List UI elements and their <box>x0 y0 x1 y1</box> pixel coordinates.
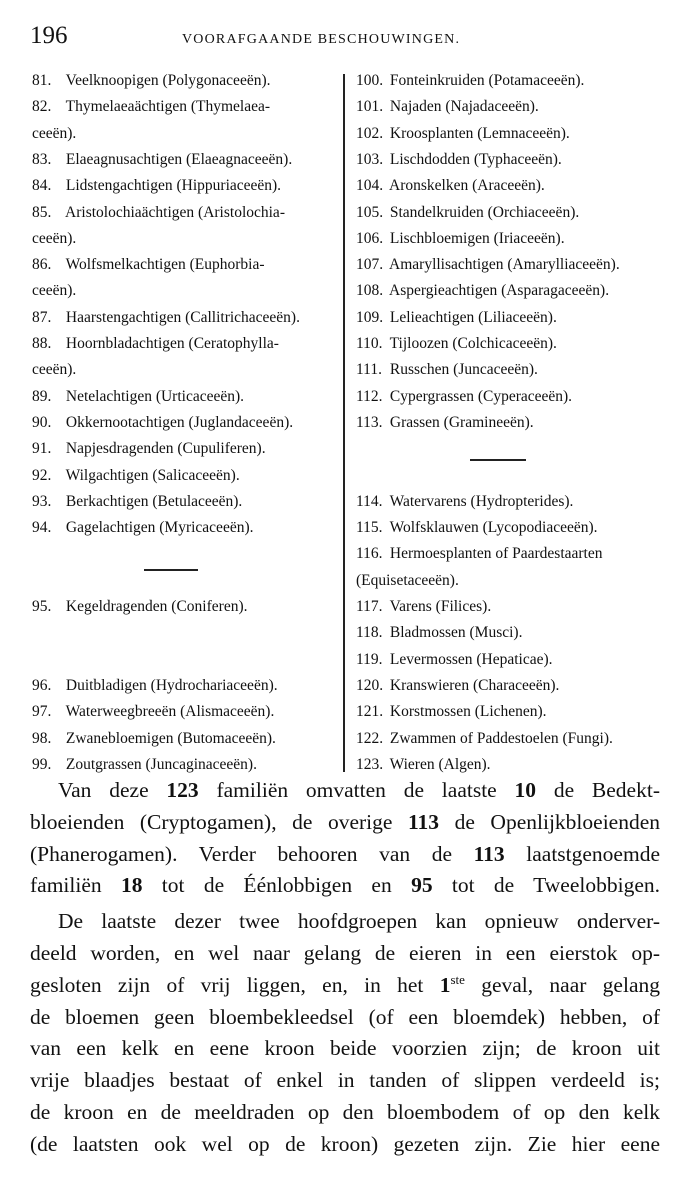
entry-number: 90. <box>32 413 52 431</box>
entry-continuation: ceeën). <box>32 282 77 300</box>
entry-text: Cypergrassen (Cyperaceeën). <box>389 387 573 405</box>
right-entry <box>356 126 570 142</box>
right-entry <box>356 73 584 89</box>
page-header <box>30 22 660 56</box>
entry-text: Wolfsklauwen (Lycopodiaceeën). <box>389 519 598 537</box>
left-entry <box>32 704 274 720</box>
right-entry <box>356 704 547 720</box>
entry-text: Zwammen of Paddestoelen (Fungi). <box>389 729 613 747</box>
entry-number: 97. <box>32 703 52 721</box>
right-entry <box>356 599 491 615</box>
right-entry <box>356 152 562 168</box>
entry-text: Gagelachtigen (Myricaceeën). <box>65 519 254 537</box>
entry-text: Waterweegbreeën (Alismaceeën). <box>65 703 275 721</box>
entry-number: 91. <box>32 440 52 458</box>
right-entry <box>356 178 545 194</box>
entry-text: Lidstengachtigen (Hippuriaceeën). <box>65 177 282 195</box>
right-entry <box>356 362 538 378</box>
entry-number: 119. <box>356 650 383 668</box>
entry-text: Veelknoopigen (Polygonaceeën). <box>65 72 271 89</box>
entry-text: Berkachtigen (Betulaceeën). <box>65 492 243 510</box>
right-entry <box>356 546 602 562</box>
right-entry <box>356 415 534 431</box>
entry-text: Lischdodden (Typhaceeën). <box>389 150 562 168</box>
entry-text: Kranswieren (Characeeën). <box>389 676 560 694</box>
section-rule-left <box>144 569 198 571</box>
entry-text: Russchen (Juncaceeën). <box>389 361 538 379</box>
entry-text: Kegeldragenden (Coniferen). <box>65 598 248 615</box>
right-entry <box>356 205 579 221</box>
entry-text: Okkernootachtigen (Juglandaceeën). <box>65 413 294 431</box>
left-entry <box>32 73 271 89</box>
entry-text: Lischbloemigen (Iriaceeën). <box>389 229 565 247</box>
right-entry <box>356 678 559 694</box>
section-rule-right <box>470 459 526 461</box>
entry-text: Hoornbladachtigen (Ceratophylla- <box>65 335 279 352</box>
left-entry <box>32 599 248 615</box>
entry-number: 116. <box>356 545 383 563</box>
left-entry <box>32 178 281 194</box>
entry-number: 111. <box>356 361 382 379</box>
entry-number: 89. <box>32 387 52 405</box>
entry-number: 109. <box>356 308 384 326</box>
left-entry <box>32 310 300 326</box>
entry-text: Levermossen (Hepaticae). <box>389 650 553 668</box>
entry-number: 110. <box>356 335 383 352</box>
entry-text: Aspergieachtigen (Asparagaceeën). <box>389 282 610 300</box>
paragraph-subdivision: De laatste dezer twee hoofdgroepen kan opnieuw onderver- deeld worden, en wel naar gelang de eieren in een eierstok op- gesloten zijn of vrij liggen, en, in het 1ste geval, naar gelang de bloemen geen bloembekleedsel (of een bloemdek) hebben, of van een kelk en eene kroon beide voorzien zijn; de kroon uit vrije blaadjes bestaat of enkel in tanden of slippen verdeeld is; de kroon en de meeldraden op den bloembodem of op den kelk (de laatsten ook wel op de kroon) gezeten zijn. Zie hier eene <box>30 909 660 1156</box>
entry-number: 95. <box>32 598 52 615</box>
entry-number: 100. <box>356 72 384 89</box>
left-entry <box>32 468 240 484</box>
left-entry <box>32 520 254 536</box>
entry-text: Wilgachtigen (Salicaceeën). <box>65 466 240 484</box>
left-entry <box>32 441 266 457</box>
entry-number: 108. <box>356 282 384 300</box>
entry-text: Lelieachtigen (Liliaceeën). <box>389 308 557 326</box>
entry-number: 96. <box>32 676 52 694</box>
entry-text: Zwanebloemigen (Butomaceeën). <box>65 729 276 747</box>
entry-number: 112. <box>356 387 383 405</box>
entry-number: 106. <box>356 229 384 247</box>
entry-text: Wolfsmelkachtigen (Euphorbia- <box>65 256 265 274</box>
entry-number: 117. <box>356 598 383 615</box>
entry-number: 81. <box>32 72 52 89</box>
entry-number: 122. <box>356 729 384 747</box>
right-entry <box>356 731 613 747</box>
entry-number: 85. <box>32 203 52 221</box>
entry-text: Korstmossen (Lichenen). <box>389 703 547 721</box>
entry-text: Netelachtigen (Urticaceeën). <box>65 387 245 405</box>
column-divider <box>343 74 345 772</box>
entry-text: Amaryllisachtigen (Amarylliaceeën). <box>389 256 620 274</box>
right-entry <box>356 494 573 510</box>
entry-text: Bladmossen (Musci). <box>389 624 523 642</box>
entry-continuation: ceeën). <box>32 361 77 379</box>
left-entry <box>32 415 293 431</box>
entry-text: Zoutgrassen (Juncaginaceeën). <box>65 755 257 773</box>
entry-text: Duitbladigen (Hydrochariaceeën). <box>65 676 278 694</box>
entry-text: Tijloozen (Colchicaceeën). <box>389 335 557 352</box>
page-number: 196 <box>30 22 68 49</box>
left-entry <box>32 205 285 221</box>
left-entry <box>32 257 265 273</box>
right-entry <box>356 389 572 405</box>
right-entry <box>356 99 539 115</box>
entry-number: 99. <box>32 755 52 773</box>
entry-number: 123. <box>356 755 384 773</box>
entry-number: 121. <box>356 703 384 721</box>
left-entry <box>32 678 278 694</box>
body-text <box>30 775 660 1161</box>
paragraph-summary: Van deze 123 familiën omvatten de laatste 10 de Bedekt- bloeienden (Cryptogamen), de overige 113 de Openlijkbloeienden (Phanerogamen). Verder behooren van de 113 laatstgenoemde familiën 18 tot de Éénlobbigen en 95 tot de Tweelobbigen. <box>30 778 661 898</box>
entry-number: 94. <box>32 519 52 537</box>
running-head: VOORAFGAANDE BESCHOUWINGEN. <box>182 32 461 47</box>
entry-number: 103. <box>356 150 384 168</box>
entry-text: Thymelaeaächtigen (Thymelaea- <box>65 98 271 116</box>
entry-number: 104. <box>356 177 384 195</box>
entry-number: 120. <box>356 676 384 694</box>
left-entry <box>32 731 276 747</box>
entry-number: 115. <box>356 519 383 537</box>
entry-number: 105. <box>356 203 384 221</box>
entry-number: 101. <box>356 98 384 116</box>
entry-text: Grassen (Gramineeën). <box>389 413 534 431</box>
entry-text: Watervarens (Hydropterides). <box>389 492 574 510</box>
entry-text: Najaden (Najadaceeën). <box>389 98 539 116</box>
entry-continuation: ceeën). <box>32 229 77 247</box>
entry-number: 82. <box>32 98 52 116</box>
entry-number: 87. <box>32 308 52 326</box>
entry-number: 92. <box>32 466 52 484</box>
entry-text: Elaeagnusachtigen (Elaeagnaceeën). <box>65 150 293 168</box>
left-entry <box>32 99 270 115</box>
entry-text: Napjesdragenden (Cupuliferen). <box>65 440 266 458</box>
entry-text: Wieren (Algen). <box>389 755 491 773</box>
left-entry <box>32 757 257 773</box>
entry-text: Hermoesplanten of Paardestaarten <box>389 545 603 563</box>
right-entry <box>356 231 565 247</box>
entry-text: Haarstengachtigen (Callitrichaceeën). <box>65 308 300 326</box>
entry-number: 98. <box>32 729 52 747</box>
entry-continuation: ceeën). <box>32 124 77 142</box>
entry-number: 114. <box>356 492 383 510</box>
right-entry <box>356 757 491 773</box>
entry-text: Fonteinkruiden (Potamaceeën). <box>389 72 585 89</box>
entry-number: 88. <box>32 335 52 352</box>
entry-number: 113. <box>356 413 383 431</box>
entry-text: Varens (Filices). <box>389 598 492 615</box>
left-entry <box>32 336 279 352</box>
right-entry <box>356 520 598 536</box>
left-entry <box>32 494 242 510</box>
right-entry <box>356 283 609 299</box>
right-entry <box>356 336 557 352</box>
right-entry <box>356 625 522 641</box>
entry-number: 84. <box>32 177 52 195</box>
left-entry <box>32 389 244 405</box>
entry-continuation: (Equisetaceeën). <box>356 571 459 589</box>
right-entry <box>356 257 620 273</box>
entry-number: 86. <box>32 256 52 274</box>
left-entry <box>32 152 292 168</box>
entry-text: Kroosplanten (Lemnaceeën). <box>389 124 570 142</box>
entry-text: Aronskelken (Araceeën). <box>389 177 545 195</box>
entry-number: 93. <box>32 492 52 510</box>
right-entry <box>356 310 557 326</box>
right-entry <box>356 652 553 668</box>
entry-number: 102. <box>356 124 384 142</box>
entry-number: 83. <box>32 150 52 168</box>
entry-text: Aristolochiaächtigen (Aristolochia- <box>65 203 285 221</box>
entry-number: 107. <box>356 256 384 274</box>
entry-number: 118. <box>356 624 383 642</box>
entry-text: Standelkruiden (Orchiaceeën). <box>389 203 580 221</box>
